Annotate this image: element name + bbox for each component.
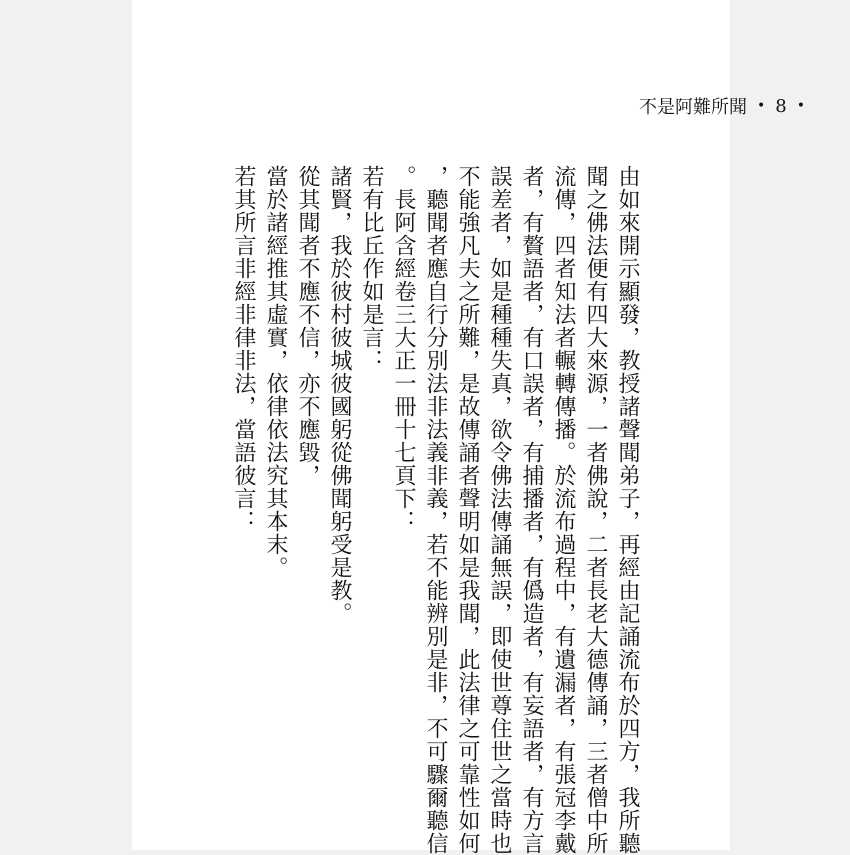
vertical-body-text (227, 165, 643, 855)
text-column: 流傳，四者知法者輾轉傳播。於流布過程中，有遺漏者，有張冠李戴 (551, 165, 576, 855)
quote-column: 從其聞者不應不信，亦不應毀， (295, 165, 320, 487)
text-column: 。長阿含經卷三大正一冊十七頁下： (391, 165, 416, 533)
text-column: 由如來開示顯發，教授諸聲聞弟子，再經由記誦流布於四方，我所聽 (615, 165, 640, 855)
quote-column: 若有比丘作如是言： (359, 165, 384, 372)
text-column: 聞之佛法便有四大來源，一者佛說，二者長老大德傳誦，三者僧中所 (583, 165, 608, 855)
text-column: ，聽聞者應自行分別法非法義非義，若不能辨別是非，不可驟爾聽信 (423, 165, 448, 855)
chapter-title: 不是阿難所聞 (639, 97, 747, 118)
quote-column: 諸賢，我於彼村彼城彼國躬從佛聞躬受是教。 (327, 165, 352, 625)
text-column: 者，有贅語者，有口誤者，有捕播者，有僞造者，有妄語者，有方言 (519, 165, 544, 855)
page-number-dot-right: • (796, 98, 805, 114)
text-column: 誤差者，如是種種失真，欲令佛法傳誦無誤，即使世尊住世之當時也 (487, 165, 512, 855)
quote-column: 若其所言非經非律非法，當語彼言： (231, 165, 256, 533)
page-number-dot-left: • (757, 98, 766, 114)
page-number: 8 (775, 95, 787, 117)
running-header (639, 93, 805, 119)
quote-column: 當於諸經推其虛實，依律依法究其本末。 (263, 165, 288, 579)
text-column: 不能強凡夫之所難，是故傳誦者聲明如是我聞，此法律之可靠性如何 (455, 165, 480, 855)
